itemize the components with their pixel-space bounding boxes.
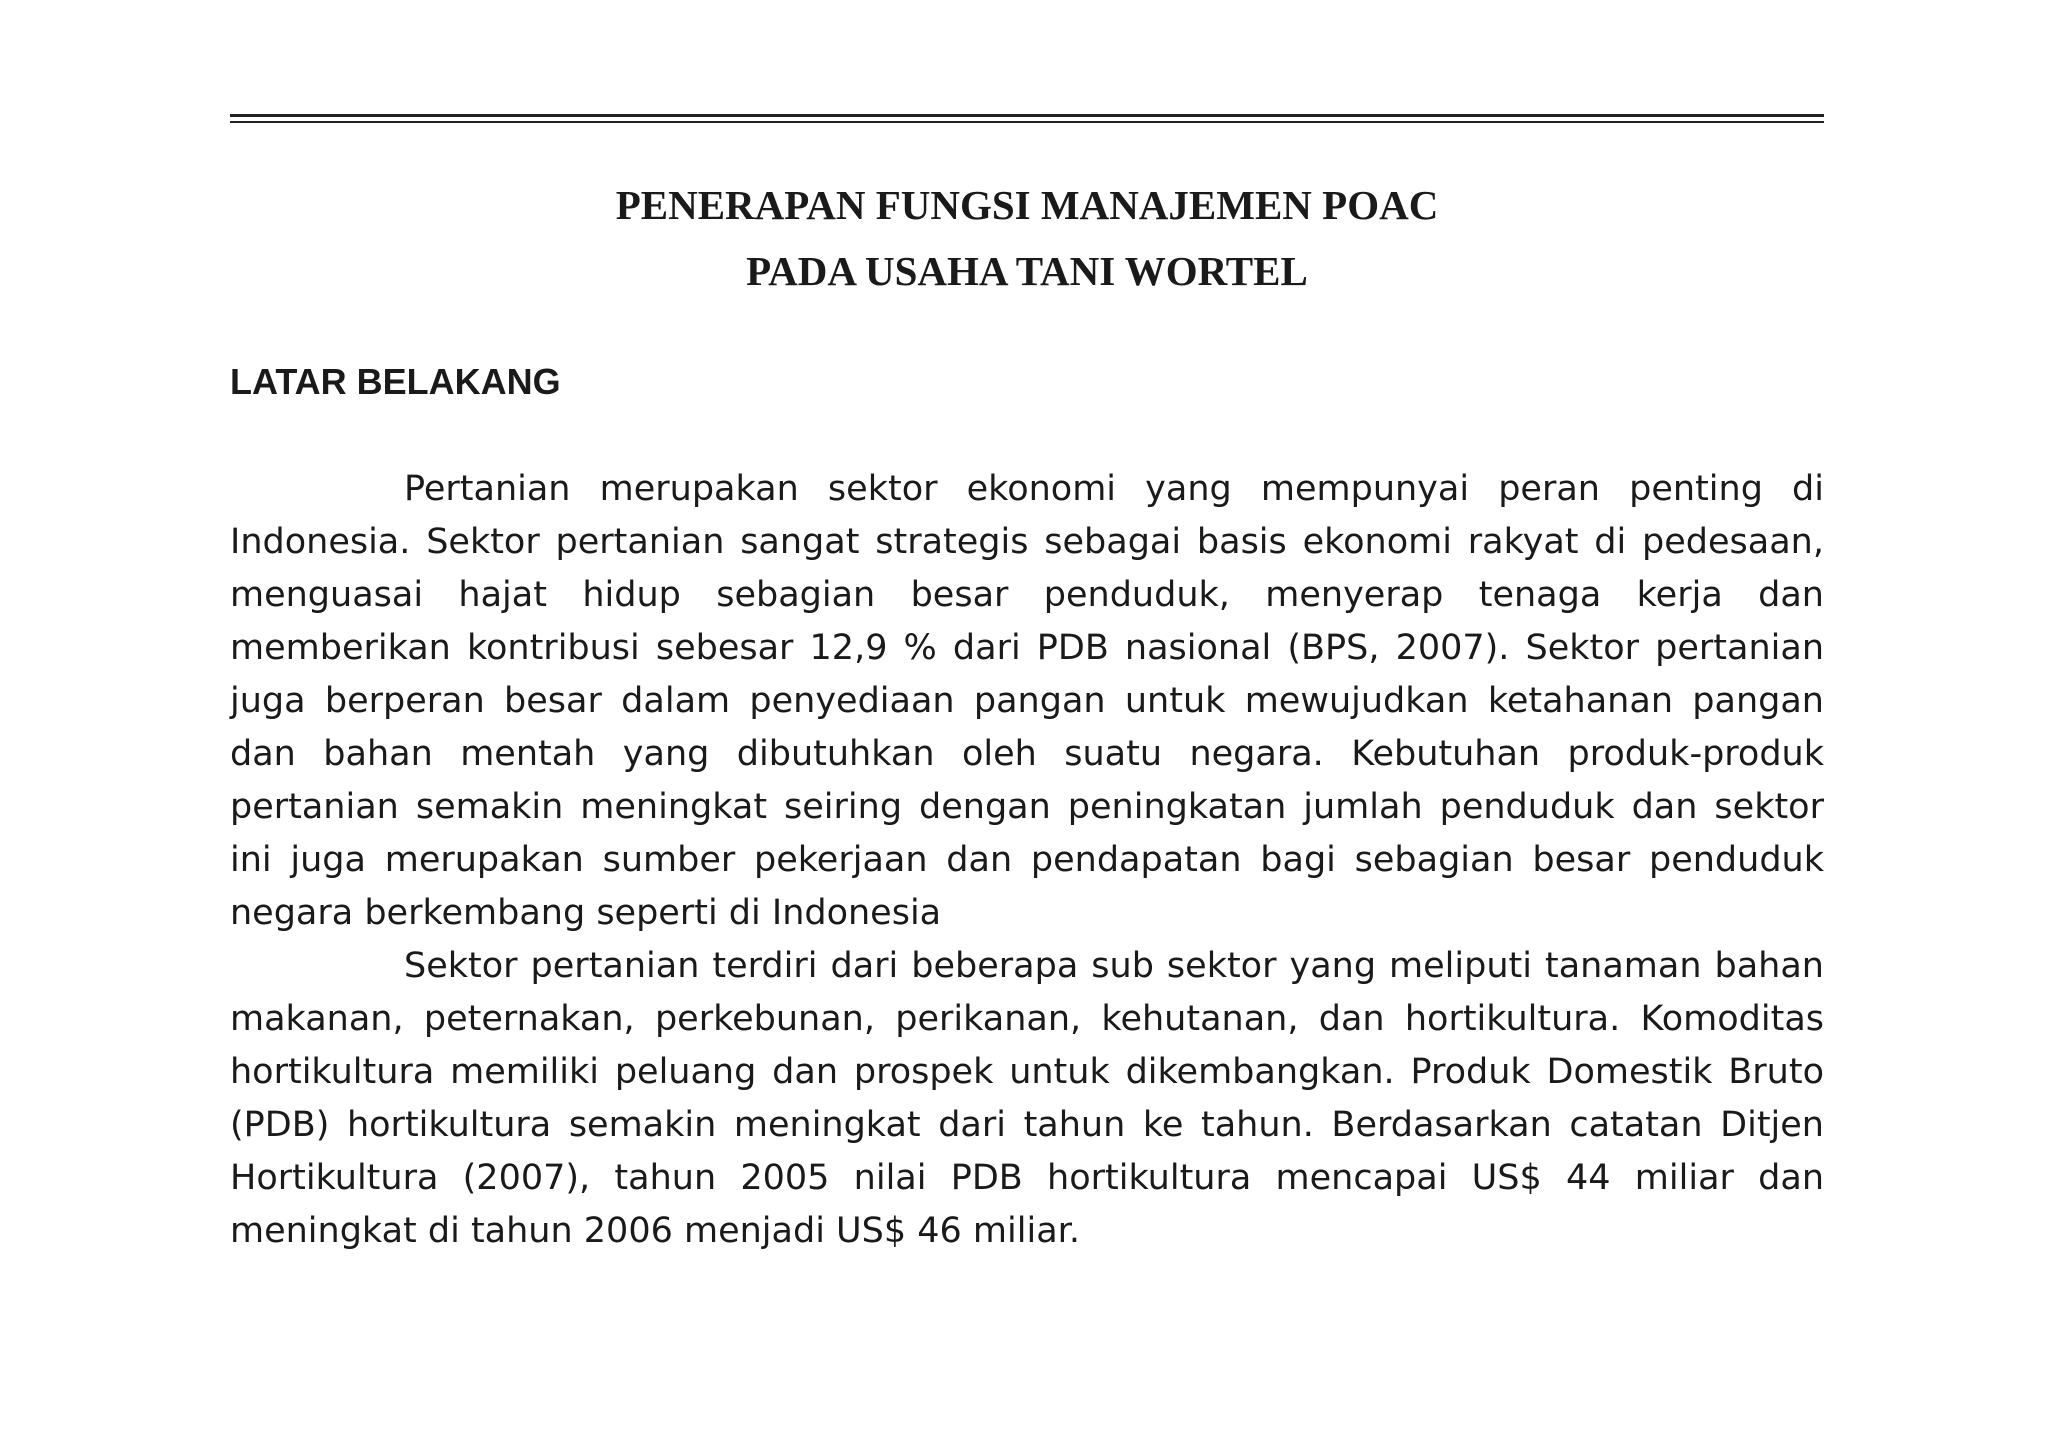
body-text: [230, 463, 1824, 1258]
paragraph-1: Pertanian merupakan sektor ekonomi yang mempunyai peran penting di Indonesia. Sektor pertanian sangat strategis sebagai basis ekonomi rakyat di pedesaan, menguasai hajat hidup sebagian besar penduduk, menyerap tenaga kerja dan memberikan kontribusi sebesar 12,9 % dari PDB nasional (BPS, 2007). Sektor pertanian juga berperan besar dalam penyediaan pangan untuk mewujudkan ketahanan pangan dan bahan mentah yang dibutuhkan oleh suatu negara. Kebutuhan produk-produk pertanian semakin meningkat seiring dengan peningkatan jumlah penduduk dan sektor ini juga merupakan sumber pekerjaan dan pendapatan bagi sebagian besar penduduk negara berkembang seperti di Indonesia: [230, 469, 1824, 933]
section-heading: LATAR BELAKANG: [230, 361, 561, 402]
paragraph-2: Sektor pertanian terdiri dari beberapa sub sektor yang meliputi tanaman bahan makanan, peternakan, perkebunan, perikanan, kehutanan, dan hortikultura. Komoditas hortikultura memiliki peluang dan prospek untuk dikembangkan. Produk Domestik Bruto (PDB) hortikultura semakin meningkat dari tahun ke tahun. Berdasarkan catatan Ditjen Hortikultura (2007), tahun 2005 nilai PDB hortikultura mencapai US$ 44 miliar dan meningkat di tahun 2006 menjadi US$ 46 miliar.: [230, 946, 1824, 1251]
title-line-2: PADA USAHA TANI WORTEL: [746, 248, 1308, 294]
title-line-1: PENERAPAN FUNGSI MANAJEMEN POAC: [615, 182, 1439, 228]
header-rule-bottom: [230, 121, 1824, 123]
document-title: [230, 172, 1824, 304]
header-rule-top: [230, 114, 1824, 117]
